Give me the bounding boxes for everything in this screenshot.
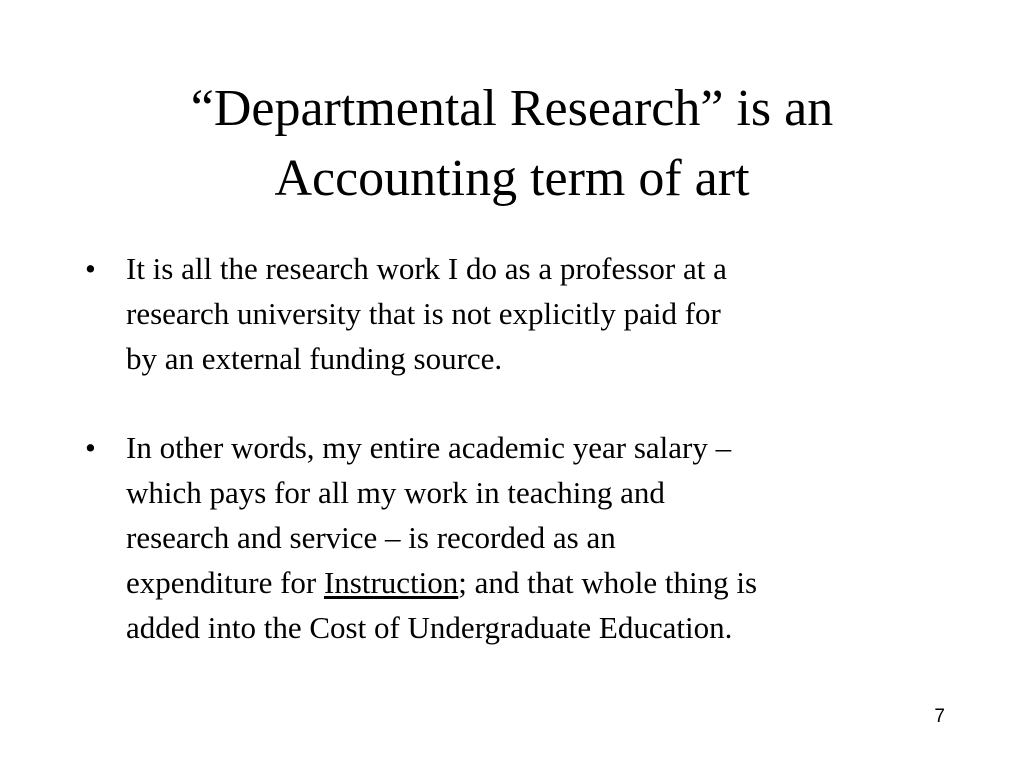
bullet-line: In other words, my entire academic year salary – bbox=[126, 430, 732, 465]
bullet-item bbox=[85, 425, 965, 650]
bullet-line: It is all the research work I do as a professor at a bbox=[126, 251, 727, 286]
bullet-line: research and service – is recorded as an bbox=[126, 520, 616, 555]
bullet-marker: • bbox=[85, 251, 96, 286]
bullet-item bbox=[85, 246, 965, 381]
bullet-text bbox=[126, 246, 965, 381]
title-line: Accounting term of art bbox=[274, 150, 750, 207]
title-line: “Departmental Research” is an bbox=[190, 80, 834, 137]
bullet-text bbox=[126, 425, 965, 650]
underlined-term: Instruction bbox=[323, 565, 459, 600]
bullet-list bbox=[85, 246, 965, 650]
line-text: expenditure for bbox=[126, 565, 324, 600]
slide-title bbox=[80, 74, 944, 214]
bullet-line: by an external funding source. bbox=[126, 341, 503, 376]
bullet-line bbox=[126, 560, 965, 605]
bullet-line: which pays for all my work in teaching and bbox=[126, 475, 665, 510]
bullet-marker: • bbox=[85, 430, 96, 465]
bullet-line: added into the Cost of Undergraduate Education. bbox=[126, 610, 733, 645]
bullet-line: research university that is not explicitly paid for bbox=[126, 296, 721, 331]
page-number: 7 bbox=[934, 706, 945, 727]
line-text: ; and that whole thing is bbox=[458, 565, 758, 600]
